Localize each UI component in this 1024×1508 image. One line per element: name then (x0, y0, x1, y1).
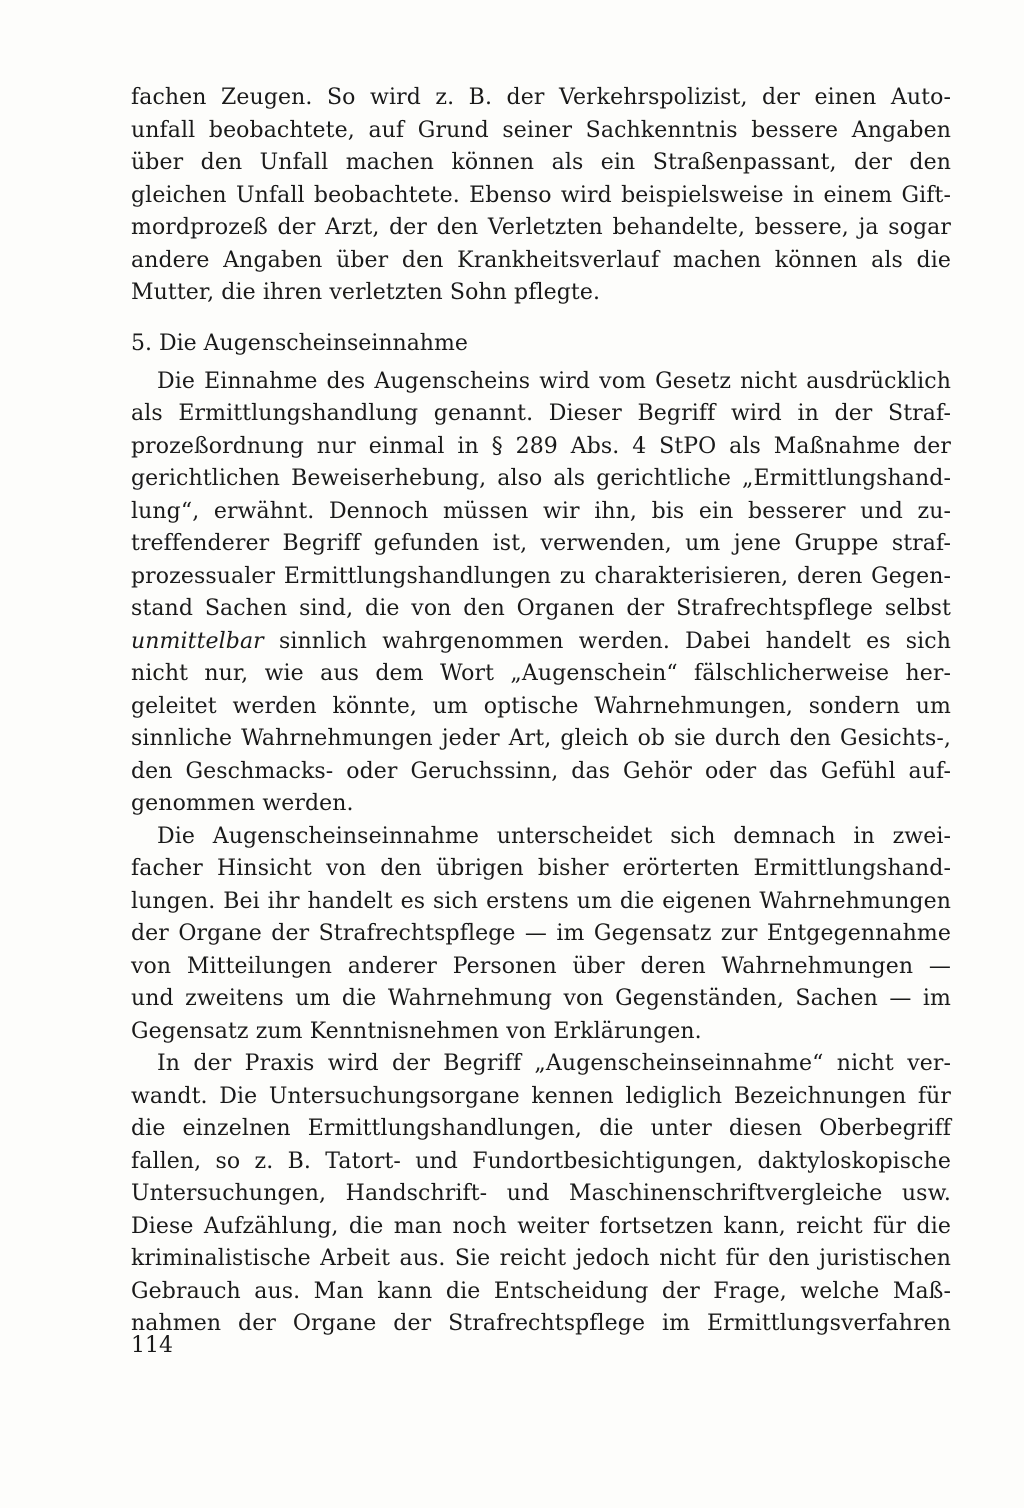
text-line: als Ermittlungshandlung genannt. Dieser Begriff wird in der Straf- (131, 401, 951, 426)
text-line: lung“, erwähnt. Dennoch müssen wir ihn, bis ein besserer und zu- (131, 498, 951, 524)
body-text (131, 82, 951, 1341)
text-line: wandt. Die Untersuchungsorgane kennen lediglich Bezeichnungen für (131, 1083, 951, 1109)
text-line: In der Praxis wird der Begriff „Augenscheinseinnahme“ nicht ver- (157, 1051, 951, 1076)
paragraph (131, 821, 951, 1049)
text-line: stand Sachen sind, die von den Organen der Strafrechtspflege selbst (131, 596, 951, 621)
text-line: lungen. Bei ihr handelt es sich erstens um die eigenen Wahrnehmungen (131, 888, 951, 914)
text-line: fachen Zeugen. So wird z. B. der Verkehrspolizist, der einen Auto- (131, 85, 951, 110)
paragraph (131, 366, 951, 821)
paragraph-continuation (131, 82, 951, 310)
text-line: der Organe der Strafrechtspflege — im Gegensatz zur Entgegennahme (131, 921, 951, 946)
text-line: treffenderer Begriff gefunden ist, verwenden, um jene Gruppe straf- (131, 531, 951, 556)
text-line: Mutter, die ihren verletzten Sohn pflegte. (131, 280, 601, 305)
text-line: gerichtlichen Beweiserhebung, also als gerichtliche „Ermittlungshand- (131, 466, 951, 491)
text-line: facher Hinsicht von den übrigen bisher erörterten Ermittlungshand- (131, 856, 951, 881)
paragraph (131, 1048, 951, 1341)
text-line: geleitet werden könnte, um optische Wahrnehmungen, sondern um (131, 693, 951, 719)
text-line (131, 626, 951, 659)
text-line: Diese Aufzählung, die man noch weiter fortsetzen kann, reicht für die (131, 1213, 951, 1239)
text-line: Gegensatz zum Kenntnisnehmen von Erklärungen. (131, 1018, 702, 1044)
text-line: Gebrauch aus. Man kann die Entscheidung der Frage, welche Maß- (131, 1278, 951, 1304)
text-line: den Geschmacks- oder Geruchssinn, das Gehör oder das Gefühl auf- (131, 758, 951, 784)
text-line: prozessualer Ermittlungshandlungen zu charakterisieren, deren Gegen- (131, 563, 951, 589)
text-line: Die Einnahme des Augenscheins wird vom Gesetz nicht ausdrücklich (157, 368, 951, 394)
italic-emphasis: unmittelbar (131, 628, 264, 654)
section-heading: 5. Die Augenscheinseinnahme (131, 330, 468, 356)
text-line: von Mitteilungen anderer Personen über deren Wahrnehmungen — (131, 953, 951, 979)
text-line: gleichen Unfall beobachtete. Ebenso wird beispielsweise in einem Gift- (131, 182, 951, 208)
text-line: über den Unfall machen können als ein Straßenpassant, der den (131, 150, 951, 175)
text-line: nicht nur, wie aus dem Wort „Augenschein“ fälschlicherweise her- (131, 661, 951, 686)
text-line: unfall beobachtete, auf Grund seiner Sachkenntnis bessere Angaben (131, 117, 951, 143)
text-line: genommen werden. (131, 791, 354, 816)
text-line: die einzelnen Ermittlungshandlungen, die unter diesen Oberbegriff (131, 1116, 951, 1141)
text-line: nahmen der Organe der Strafrechtspflege im Ermittlungsverfahren (131, 1311, 951, 1336)
text-line: andere Angaben über den Krankheitsverlauf machen können als die (131, 247, 951, 273)
text-line: fallen, so z. B. Tatort- und Fundortbesichtigungen, daktyloskopische (131, 1148, 951, 1174)
text-line: Die Augenscheinseinnahme unterscheidet sich demnach in zwei- (157, 823, 951, 849)
text-line: mordprozeß der Arzt, der den Verletzten behandelte, bessere, ja sogar (131, 215, 951, 240)
text-fragment: sinnlich wahrgenommen werden. Dabei handelt es sich (263, 628, 951, 654)
text-line: und zweitens um die Wahrnehmung von Gegenständen, Sachen — im (131, 986, 951, 1011)
text-line: kriminalistische Arbeit aus. Sie reicht jedoch nicht für den juristischen (131, 1246, 951, 1271)
text-line: prozeßordnung nur einmal in § 289 Abs. 4 StPO als Maßnahme der (131, 433, 951, 459)
text-line: Untersuchungen, Handschrift- und Maschinenschriftvergleiche usw. (131, 1181, 951, 1206)
page-number: 114 (131, 1333, 173, 1358)
text-line: sinnliche Wahrnehmungen jeder Art, gleich ob sie durch den Gesichts-, (131, 726, 951, 751)
